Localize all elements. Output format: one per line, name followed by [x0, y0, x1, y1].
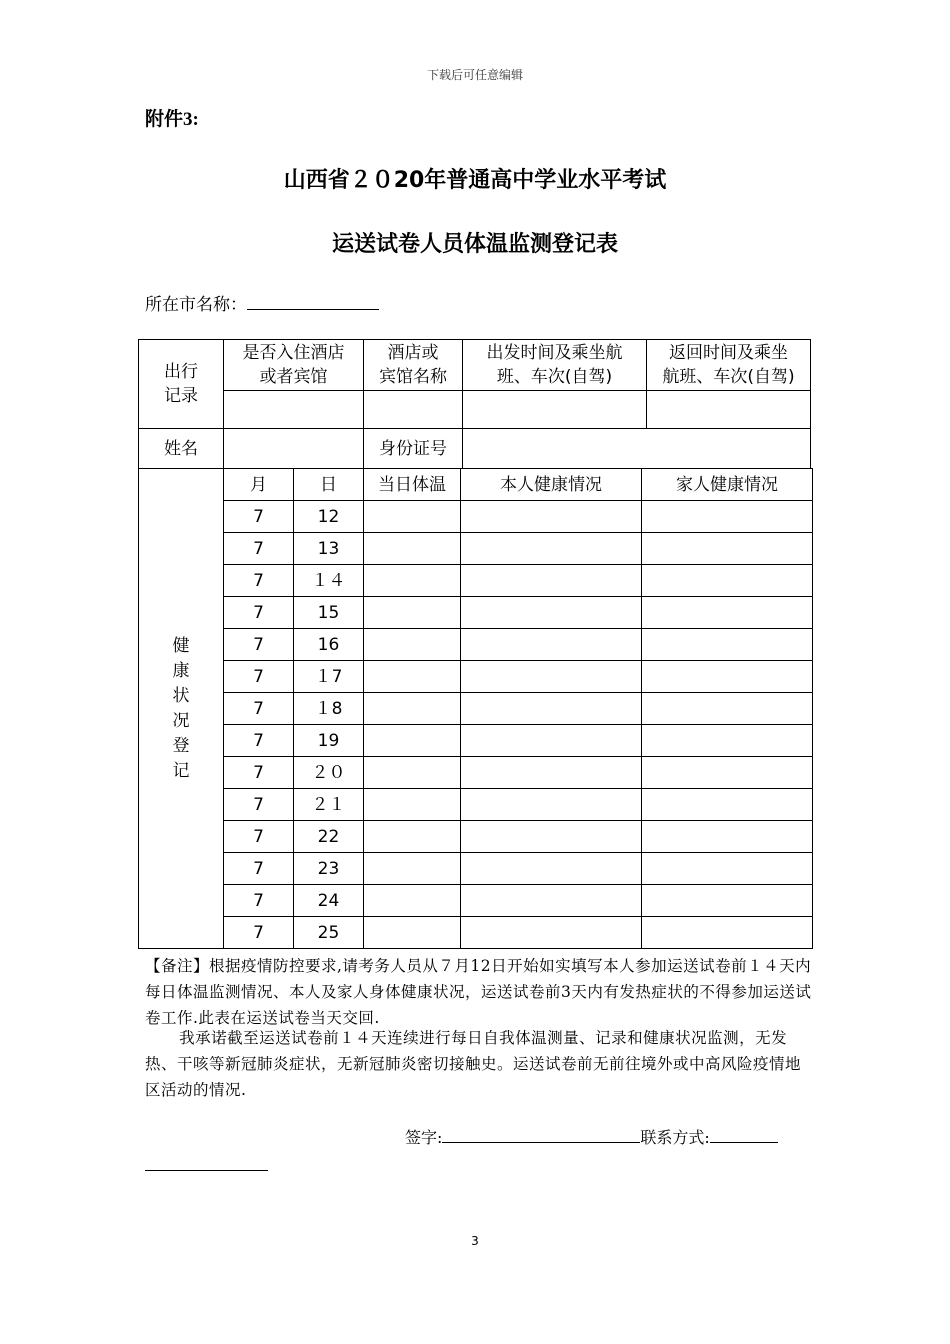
temp-cell[interactable] — [364, 757, 461, 789]
day-cell: 16 — [294, 629, 364, 661]
health-row — [139, 725, 813, 757]
self-health-cell[interactable] — [461, 885, 642, 917]
family-health-cell[interactable] — [642, 661, 813, 693]
self-health-cell[interactable] — [461, 565, 642, 597]
self-health-cell[interactable] — [461, 821, 642, 853]
self-health-cell[interactable] — [461, 757, 642, 789]
month-cell: 7 — [224, 597, 294, 629]
day-header: 日 — [294, 469, 364, 501]
col-return-header: 返回时间及乘坐 航班、车次(自驾) — [647, 340, 811, 391]
travel-row-label: 出行 记录 — [139, 340, 224, 429]
month-cell: 7 — [224, 885, 294, 917]
temp-cell[interactable] — [364, 725, 461, 757]
month-cell: 7 — [224, 789, 294, 821]
family-health-cell[interactable] — [642, 693, 813, 725]
temp-cell[interactable] — [364, 853, 461, 885]
health-row — [139, 661, 813, 693]
health-row — [139, 917, 813, 949]
temp-cell[interactable] — [364, 885, 461, 917]
hotel-name-cell[interactable] — [364, 391, 463, 429]
family-health-cell[interactable] — [642, 597, 813, 629]
health-table — [138, 468, 813, 949]
page-subtitle: 运送试卷人员体温监测登记表 — [331, 232, 618, 257]
return-cell[interactable] — [647, 391, 811, 429]
day-cell: １7 — [294, 661, 364, 693]
day-cell: ２０ — [294, 757, 364, 789]
month-cell: 7 — [224, 917, 294, 949]
attachment-label: 附件3: — [145, 109, 199, 130]
month-cell: 7 — [224, 725, 294, 757]
temp-cell[interactable] — [364, 789, 461, 821]
depart-cell[interactable] — [463, 391, 647, 429]
month-header: 月 — [224, 469, 294, 501]
family-health-cell[interactable] — [642, 725, 813, 757]
health-row — [139, 629, 813, 661]
day-cell: 19 — [294, 725, 364, 757]
self-health-cell[interactable] — [461, 597, 642, 629]
self-health-cell[interactable] — [461, 661, 642, 693]
family-health-cell[interactable] — [642, 629, 813, 661]
city-field — [145, 290, 379, 315]
self-health-header: 本人健康情况 — [461, 469, 642, 501]
day-cell: 24 — [294, 885, 364, 917]
temp-cell[interactable] — [364, 917, 461, 949]
signature-line — [405, 1125, 778, 1148]
family-health-cell[interactable] — [642, 533, 813, 565]
temp-cell[interactable] — [364, 501, 461, 533]
self-health-cell[interactable] — [461, 789, 642, 821]
health-row — [139, 789, 813, 821]
temp-cell[interactable] — [364, 821, 461, 853]
health-row — [139, 693, 813, 725]
family-health-cell[interactable] — [642, 885, 813, 917]
family-health-cell[interactable] — [642, 501, 813, 533]
family-health-cell[interactable] — [642, 853, 813, 885]
city-label: 所在市名称： — [145, 295, 247, 315]
month-cell: 7 — [224, 533, 294, 565]
family-health-cell[interactable] — [642, 789, 813, 821]
contact-input-line-continued[interactable] — [145, 1170, 268, 1171]
health-row — [139, 757, 813, 789]
temp-cell[interactable] — [364, 597, 461, 629]
page-number: 3 — [471, 1234, 479, 1248]
day-cell: 12 — [294, 501, 364, 533]
self-health-cell[interactable] — [461, 501, 642, 533]
name-cell[interactable] — [224, 429, 364, 469]
health-row — [139, 565, 813, 597]
health-row — [139, 853, 813, 885]
day-cell: 25 — [294, 917, 364, 949]
promise-text: 我承诺截至运送试卷前１４天连续进行每日自我体温测量、记录和健康状况监测，无发热、干咳等新冠肺炎症状，无新冠肺炎密切接触史。运送试卷前无前往境外或中高风险疫情地区活动的情况. — [145, 1029, 802, 1099]
header-note: 下载后可任意编辑 — [426, 68, 523, 82]
temp-cell[interactable] — [364, 693, 461, 725]
col-depart-header: 出发时间及乘坐航 班、车次(自驾) — [463, 340, 647, 391]
temp-cell[interactable] — [364, 629, 461, 661]
sign-input-line[interactable] — [442, 1128, 640, 1143]
health-row — [139, 533, 813, 565]
city-input-line[interactable] — [247, 293, 379, 310]
temp-cell[interactable] — [364, 533, 461, 565]
month-cell: 7 — [224, 565, 294, 597]
temp-cell[interactable] — [364, 565, 461, 597]
self-health-cell[interactable] — [461, 917, 642, 949]
month-cell: 7 — [224, 757, 294, 789]
day-cell: 13 — [294, 533, 364, 565]
page-title: 山西省２０20年普通高中学业水平考试 — [283, 168, 667, 193]
day-cell: １8 — [294, 693, 364, 725]
health-row — [139, 501, 813, 533]
col-hotel-header: 是否入住酒店 或者宾馆 — [224, 340, 364, 391]
family-health-cell[interactable] — [642, 917, 813, 949]
health-row — [139, 885, 813, 917]
day-cell: ２１ — [294, 789, 364, 821]
remark-text: 【备注】根据疫情防控要求,请考务人员从７月12日开始如实填写本人参加运送试卷前１４天内每日体温监测情况、本人及家人身体健康状况，运送试卷前3天内有发热症状的不得参加运送试卷工作.此表在运送试卷当天交回. — [145, 957, 812, 1027]
self-health-cell[interactable] — [461, 693, 642, 725]
health-section-label: 健 康 状 况 登 记 — [139, 469, 224, 949]
id-cell[interactable] — [463, 429, 811, 469]
id-label: 身份证号 — [364, 429, 463, 469]
day-cell: 22 — [294, 821, 364, 853]
month-cell: 7 — [224, 821, 294, 853]
travel-table — [138, 339, 811, 469]
col-hotel-name-header: 酒店或 宾馆名称 — [364, 340, 463, 391]
sign-label: 签字: — [405, 1128, 443, 1147]
self-health-cell[interactable] — [461, 853, 642, 885]
day-cell: １４ — [294, 565, 364, 597]
month-cell: 7 — [224, 693, 294, 725]
family-health-cell[interactable] — [642, 821, 813, 853]
family-health-cell[interactable] — [642, 565, 813, 597]
day-cell: 15 — [294, 597, 364, 629]
self-health-cell[interactable] — [461, 629, 642, 661]
family-health-header: 家人健康情况 — [642, 469, 813, 501]
month-cell: 7 — [224, 501, 294, 533]
self-health-cell[interactable] — [461, 533, 642, 565]
contact-label: 联系方式: — [640, 1128, 710, 1147]
family-health-cell[interactable] — [642, 757, 813, 789]
self-health-cell[interactable] — [461, 725, 642, 757]
month-cell: 7 — [224, 661, 294, 693]
health-row — [139, 821, 813, 853]
contact-input-line[interactable] — [710, 1128, 778, 1143]
hotel-cell[interactable] — [224, 391, 364, 429]
temp-cell[interactable] — [364, 661, 461, 693]
health-row — [139, 597, 813, 629]
name-label: 姓名 — [139, 429, 224, 469]
month-cell: 7 — [224, 629, 294, 661]
month-cell: 7 — [224, 853, 294, 885]
temp-header: 当日体温 — [364, 469, 461, 501]
day-cell: 23 — [294, 853, 364, 885]
